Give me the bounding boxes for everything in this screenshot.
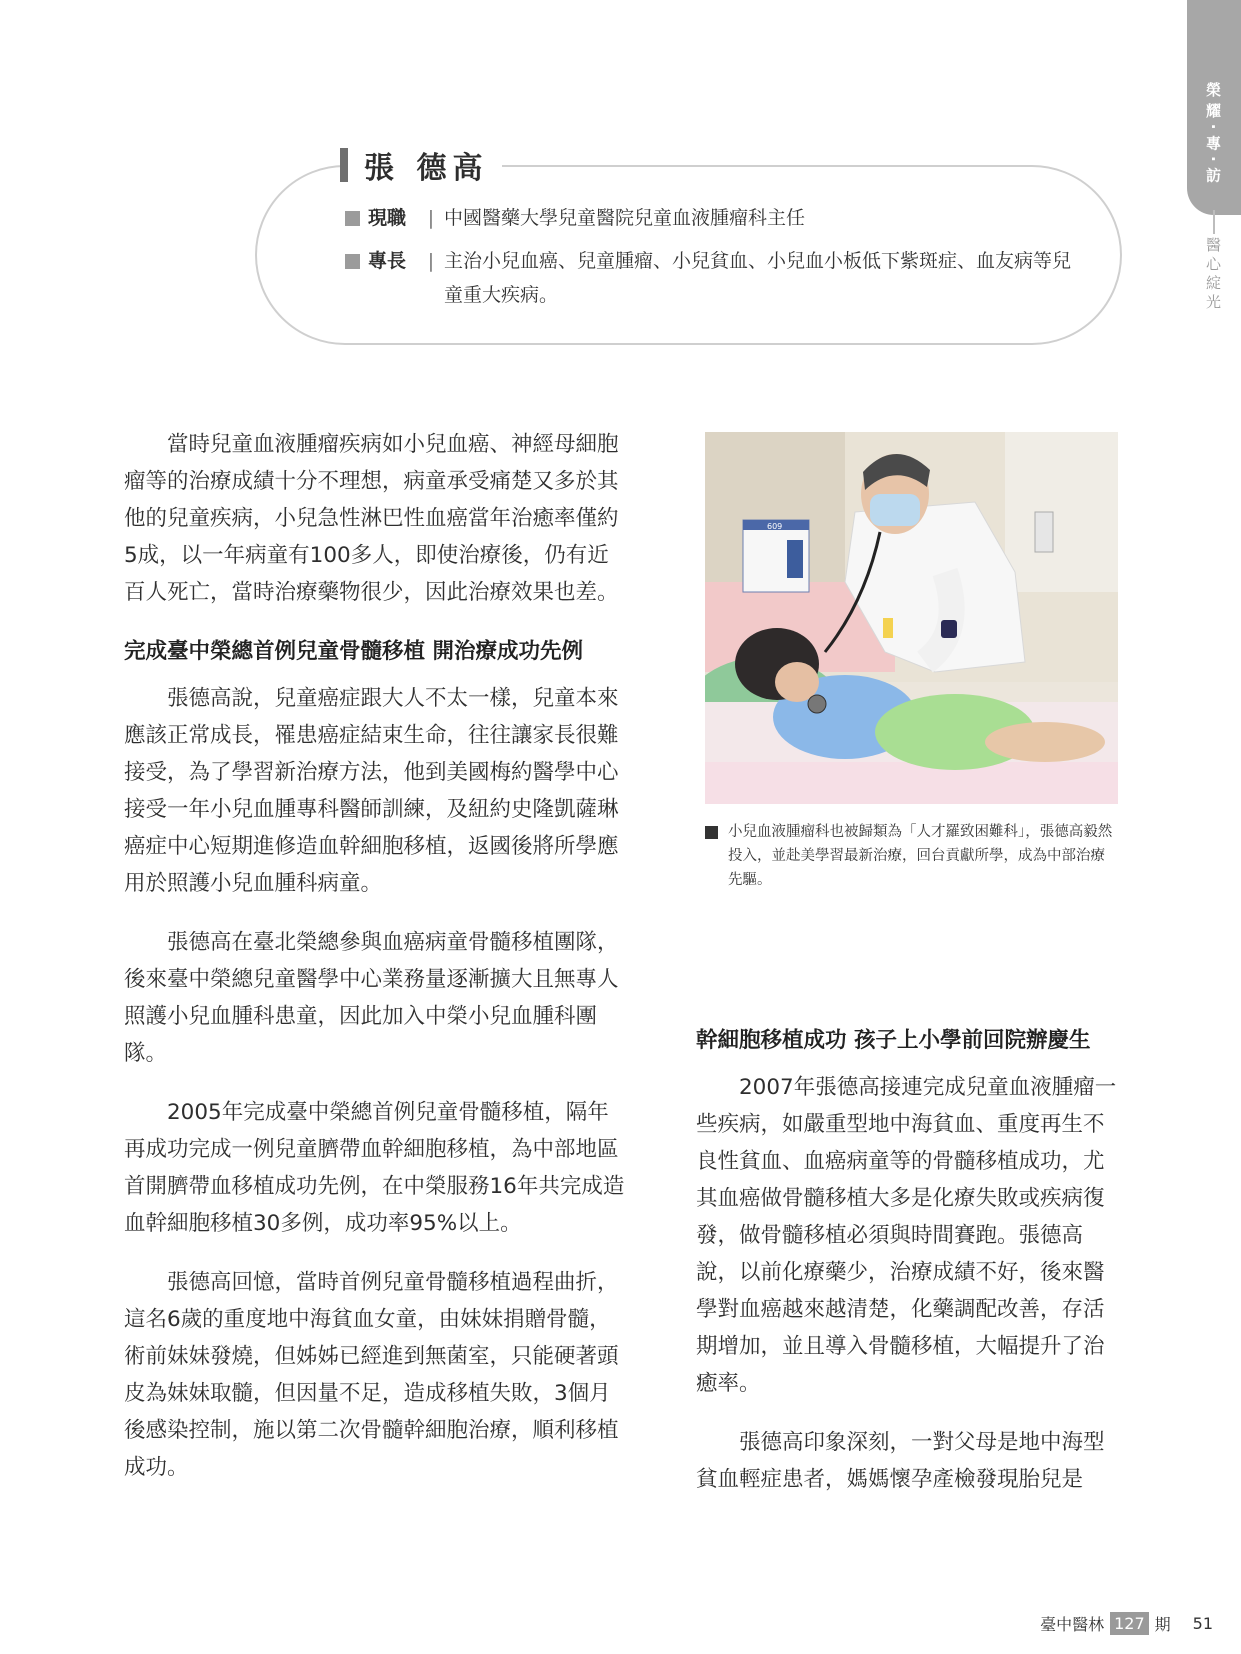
bullet-square-icon: [345, 211, 360, 226]
profile-position-row: [345, 201, 1094, 235]
caption-square-icon: [705, 826, 718, 839]
name-accent-bar: [340, 148, 348, 182]
right-column: [696, 1022, 1120, 1520]
issue-number: 127: [1110, 1612, 1149, 1635]
paragraph: 2007年張德高接連完成兒童血液腫瘤一些疾病，如嚴重型地中海貧血、重度再生不良性貧血、血癌病童等的骨髓移植成功，尤其血癌做骨髓移植大多是化療失敗或疾病復發，做骨髓移植必須與時間賽跑。張德高說，以前化療藥少，治療成績不好，後來醫學對血癌越來越清楚，化藥調配改善，存活期增加，並且導入骨髓移植，大幅提升了治癒率。: [696, 1075, 1117, 1396]
section-tab-subtitle: 醫心綻光: [1204, 237, 1222, 313]
section-tab-divider: [1213, 210, 1215, 234]
issue-suffix: 期: [1154, 1615, 1171, 1634]
photo-caption-block: [705, 820, 1117, 892]
section-heading: 幹細胞移植成功 孩子上小學前回院辦慶生: [696, 1028, 1091, 1053]
specialty-label: 專長: [368, 250, 407, 272]
doctor-photo: [705, 432, 1118, 804]
separator: |: [427, 250, 435, 272]
photo-caption: 小兒血液腫瘤科也被歸類為「人才羅致困難科」，張德高毅然投入，並赴美學習最新治療，回台貢獻所學，成為中部治療先驅。: [728, 824, 1113, 888]
paragraph: 張德高在臺北榮總參與血癌病童骨髓移植團隊，後來臺中榮總兒童醫學中心業務量逐漸擴大且無專人照護小兒血腫科患童，因此加入中榮小兒血腫科團隊。: [124, 930, 619, 1066]
profile-name: 張 德高: [364, 151, 489, 186]
profile-specialty-row: [345, 244, 1074, 312]
section-tab-title: 榮耀‧專‧訪: [1204, 82, 1222, 189]
page-footer: [1040, 1612, 1213, 1635]
section-heading: 完成臺中榮總首例兒童骨髓移植 開治療成功先例: [124, 639, 583, 664]
page-number: 51: [1192, 1614, 1213, 1633]
paragraph: 張德高回憶，當時首例兒童骨髓移植過程曲折，這名6歲的重度地中海貧血女童，由妹妹捐贈骨髓，術前妹妹發燒，但姊姊已經進到無菌室，只能硬著頭皮為妹妹取髓，但因量不足，造成移植失敗，3個月後感染控制，施以第二次骨髓幹細胞治療，順利移植成功。: [124, 1270, 619, 1480]
bullet-square-icon: [345, 254, 360, 269]
magazine-name: 臺中醫林: [1040, 1615, 1105, 1634]
specialty-value: 主治小兒血癌、兒童腫瘤、小兒貧血、小兒血小板低下紫斑症、血友病等兒童重大疾病。: [444, 250, 1072, 306]
position-label: 現職: [368, 207, 407, 229]
profile-name-row: [340, 142, 502, 188]
separator: |: [427, 207, 435, 229]
paragraph: 當時兒童血液腫瘤疾病如小兒血癌、神經母細胞瘤等的治療成績十分不理想，病童承受痛楚又多於其他的兒童疾病，小兒急性淋巴性血癌當年治癒率僅約5成，以一年病童有100多人，即使治療後，仍有近百人死亡，當時治療藥物很少，因此治療效果也差。: [124, 432, 619, 605]
paragraph: 張德高印象深刻，一對父母是地中海型貧血輕症患者，媽媽懷孕產檢發現胎兒是: [696, 1430, 1105, 1492]
paragraph: 2005年完成臺中榮總首例兒童骨髓移植，隔年再成功完成一例兒童臍帶血幹細胞移植，為中部地區首開臍帶血移植成功先例，在中榮服務16年共完成造血幹細胞移植30多例，成功率95%以上。: [124, 1100, 625, 1236]
position-value: 中國醫藥大學兒童醫院兒童血液腫瘤科主任: [444, 207, 806, 229]
room-number: 609: [767, 522, 783, 531]
left-column: [124, 426, 628, 1508]
paragraph: 張德高說，兒童癌症跟大人不太一樣，兒童本來應該正常成長，罹患癌症結束生命，往往讓家長很難接受，為了學習新治療方法，他到美國梅約醫學中心接受一年小兒血腫專科醫師訓練，及紐約史隆凱薩琳癌症中心短期進修造血幹細胞移植，返國後將所學應用於照護小兒血腫科病童。: [124, 686, 619, 896]
